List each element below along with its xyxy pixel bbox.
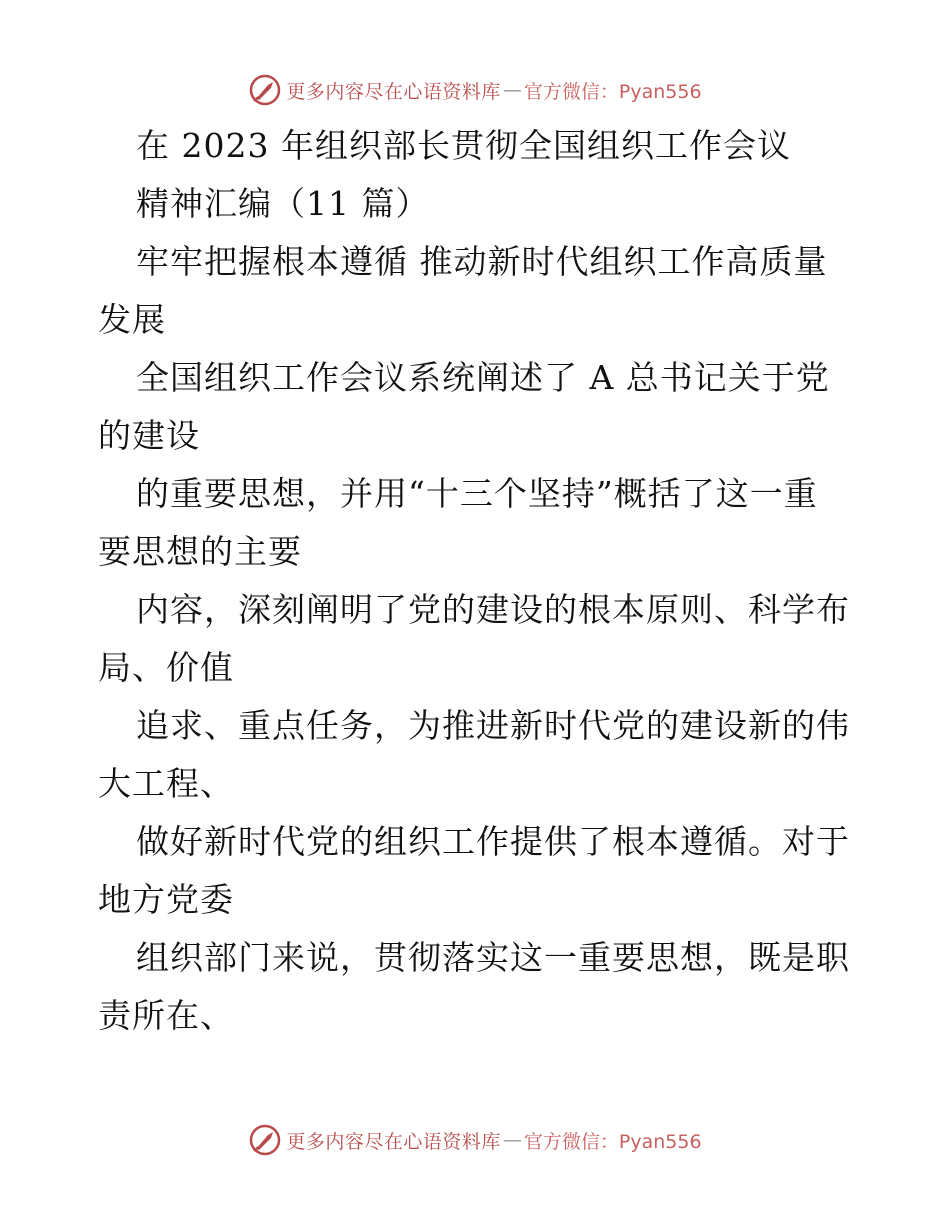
title-line-1: 在 2023 年组织部长贯彻全国组织工作会议: [136, 126, 791, 165]
paragraph-line: 的重要思想，并用“十三个坚持”概括了这一重: [136, 474, 818, 513]
watermark-text: 更多内容尽在心语资料库: [286, 80, 501, 103]
document-body: [98, 117, 868, 1045]
watermark-separator: —: [502, 1129, 522, 1151]
quill-pen-icon: [248, 1123, 282, 1157]
paragraph-line: 大工程、: [98, 764, 234, 803]
watermark-contact: 官方微信：Pyan556: [523, 1130, 702, 1153]
paragraph-line: 组织部门来说，贯彻落实这一重要思想，既是职: [136, 938, 850, 977]
watermark-text: 更多内容尽在心语资料库: [286, 1130, 501, 1153]
paragraph-line: 全国组织工作会议系统阐述了 A 总书记关于党: [136, 358, 830, 397]
watermark-contact: 官方微信：Pyan556: [523, 80, 702, 103]
footer-watermark: [0, 1120, 950, 1160]
paragraph-line: 追求、重点任务，为推进新时代党的建设新的伟: [136, 706, 850, 745]
paragraph-line: 的建设: [98, 416, 200, 455]
paragraph-line: 做好新时代党的组织工作提供了根本遵循。对于: [136, 822, 850, 861]
paragraph-line: 局、价值: [98, 648, 234, 687]
paragraph-line: 责所在、: [98, 996, 234, 1035]
paragraph-line: 地方党委: [98, 880, 234, 919]
header-watermark: [0, 70, 950, 110]
quill-pen-icon: [248, 73, 282, 107]
heading-line-1: 牢牢把握根本遵循 推动新时代组织工作高质量: [136, 242, 828, 281]
title-line-2: 精神汇编（11 篇）: [136, 184, 430, 223]
paragraph-line: 内容，深刻阐明了党的建设的根本原则、科学布: [136, 590, 850, 629]
watermark-separator: —: [502, 79, 522, 101]
heading-line-2: 发展: [98, 300, 166, 339]
paragraph-line: 要思想的主要: [98, 532, 302, 571]
